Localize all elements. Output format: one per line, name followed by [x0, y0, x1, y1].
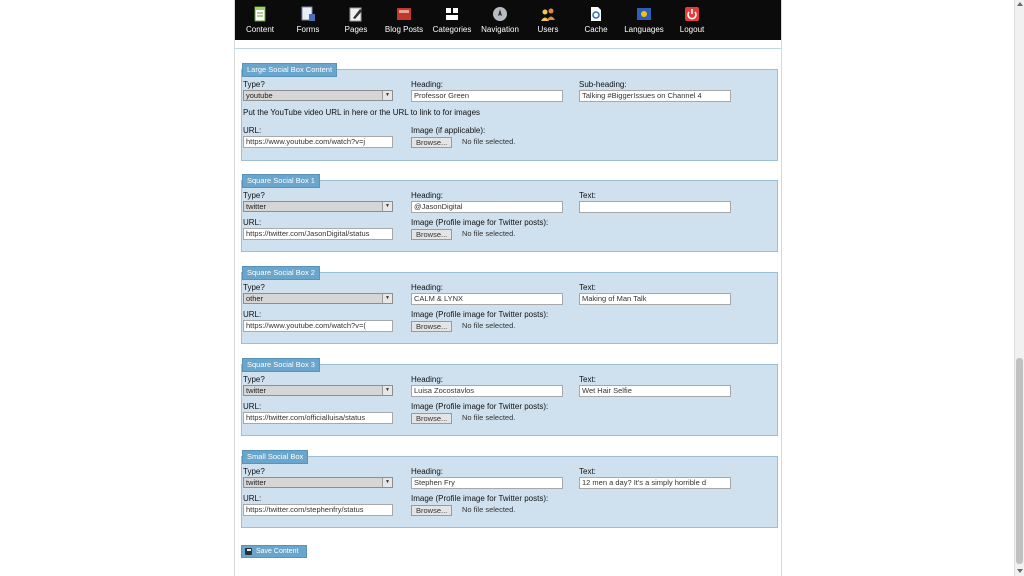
type-label: Type? — [243, 467, 265, 476]
square-social-box-1-section — [241, 176, 778, 252]
large-social-box-section — [241, 65, 778, 161]
browse-button[interactable]: Browse... — [411, 413, 452, 424]
image-label: Image (Profile image for Twitter posts): — [411, 402, 549, 411]
toolbar-categories[interactable] — [427, 5, 477, 37]
navigation-icon — [492, 6, 508, 22]
forms-icon — [300, 6, 316, 22]
type-select[interactable] — [243, 293, 393, 304]
save-content-button[interactable] — [241, 545, 307, 558]
toolbar-pages-label: Pages — [344, 25, 368, 34]
type-select[interactable] — [243, 201, 393, 212]
text-label: Text: — [579, 283, 596, 292]
square-social-box-2-section — [241, 268, 778, 344]
save-content-label: Save Content — [256, 548, 299, 555]
chevron-down-icon: ▼ — [382, 202, 392, 211]
youtube-note: Put the YouTube video URL in here or the URL to link to for images — [243, 108, 481, 117]
text-input[interactable]: 12 men a day? It's a simply horrible d — [579, 477, 731, 489]
text-label: Text: — [579, 467, 596, 476]
url-input[interactable]: https://twitter.com/JasonDigital/status — [243, 228, 393, 240]
toolbar-languages[interactable] — [619, 5, 669, 37]
heading-input[interactable]: Professor Green — [411, 90, 563, 102]
type-label: Type? — [243, 283, 265, 292]
toolbar-blog-posts-label: Blog Posts — [384, 25, 424, 34]
toolbar-categories-label: Categories — [432, 25, 472, 34]
languages-icon — [636, 6, 652, 22]
heading-label: Heading: — [411, 467, 444, 476]
toolbar-navigation-label: Navigation — [481, 25, 519, 34]
top-toolbar — [235, 0, 781, 40]
cache-icon — [588, 6, 604, 22]
text-input[interactable] — [579, 201, 731, 213]
section-legend: Square Social Box 2 — [242, 266, 320, 280]
toolbar-users-label: Users — [537, 25, 559, 34]
vertical-scrollbar[interactable] — [1014, 0, 1024, 576]
text-label: Text: — [579, 191, 596, 200]
type-label: Type? — [243, 191, 265, 200]
admin-page — [234, 0, 782, 576]
toolbar-forms-label: Forms — [296, 25, 320, 34]
image-label: Image (if applicable): — [411, 126, 486, 135]
section-legend: Small Social Box — [242, 450, 308, 464]
divider — [235, 48, 781, 49]
text-input[interactable]: Making of Man Talk — [579, 293, 731, 305]
heading-label: Heading: — [411, 80, 444, 89]
chevron-down-icon: ▼ — [382, 91, 392, 100]
section-legend: Square Social Box 1 — [242, 174, 320, 188]
sub-heading-label: Sub-heading: — [579, 80, 627, 89]
chevron-down-icon: ▼ — [382, 294, 392, 303]
file-status: No file selected. — [462, 321, 516, 330]
section-legend: Large Social Box Content — [242, 63, 337, 77]
scrollbar-thumb[interactable] — [1016, 358, 1023, 564]
toolbar-forms[interactable] — [283, 5, 333, 37]
url-label: URL: — [243, 218, 262, 227]
toolbar-cache[interactable] — [571, 5, 621, 37]
type-select[interactable] — [243, 385, 393, 396]
url-input[interactable]: https://twitter.com/officialluisa/status — [243, 412, 393, 424]
browse-button[interactable]: Browse... — [411, 137, 452, 148]
url-label: URL: — [243, 126, 262, 135]
url-label: URL: — [243, 402, 262, 411]
url-input[interactable]: https://www.youtube.com/watch?v=( — [243, 320, 393, 332]
sub-heading-input[interactable]: Talking #BiggerIssues on Channel 4 — [579, 90, 731, 102]
users-icon — [540, 6, 556, 22]
toolbar-blog-posts[interactable] — [379, 5, 429, 37]
toolbar-navigation[interactable] — [475, 5, 525, 37]
categories-icon — [444, 6, 460, 22]
file-status: No file selected. — [462, 505, 516, 514]
image-label: Image (Profile image for Twitter posts): — [411, 218, 549, 227]
type-select-value: twitter — [246, 202, 267, 211]
toolbar-content-label: Content — [245, 25, 275, 34]
heading-label: Heading: — [411, 283, 444, 292]
toolbar-users[interactable] — [523, 5, 573, 37]
toolbar-pages[interactable] — [331, 5, 381, 37]
browse-button[interactable]: Browse... — [411, 229, 452, 240]
heading-label: Heading: — [411, 375, 444, 384]
toolbar-logout[interactable] — [667, 5, 717, 37]
toolbar-cache-label: Cache — [584, 25, 608, 34]
scroll-down-arrow-icon[interactable] — [1017, 569, 1023, 573]
url-input[interactable]: https://twitter.com/stephenfry/status — [243, 504, 393, 516]
logout-icon — [684, 6, 700, 22]
url-input[interactable]: https://www.youtube.com/watch?v=j — [243, 136, 393, 148]
file-status: No file selected. — [462, 137, 516, 146]
text-label: Text: — [579, 375, 596, 384]
heading-input[interactable]: Stephen Fry — [411, 477, 563, 489]
file-status: No file selected. — [462, 413, 516, 422]
pages-icon — [348, 6, 364, 22]
heading-label: Heading: — [411, 191, 444, 200]
type-select-value: youtube — [246, 91, 273, 100]
type-select[interactable] — [243, 477, 393, 488]
browse-button[interactable]: Browse... — [411, 505, 452, 516]
heading-input[interactable]: Luisa Zocostavlos — [411, 385, 563, 397]
type-select-value: other — [246, 294, 264, 303]
heading-input[interactable]: @JasonDigital — [411, 201, 563, 213]
section-legend: Square Social Box 3 — [242, 358, 320, 372]
heading-input[interactable]: CALM & LYNX — [411, 293, 563, 305]
square-social-box-3-section — [241, 360, 778, 436]
type-select-value: twitter — [246, 478, 267, 487]
url-label: URL: — [243, 494, 262, 503]
type-label: Type? — [243, 80, 265, 89]
scroll-up-arrow-icon[interactable] — [1017, 2, 1023, 6]
image-label: Image (Profile image for Twitter posts): — [411, 494, 549, 503]
type-select[interactable] — [243, 90, 393, 101]
toolbar-content[interactable] — [235, 5, 285, 37]
file-status: No file selected. — [462, 229, 516, 238]
small-social-box-section — [241, 452, 778, 528]
toolbar-logout-label: Logout — [679, 25, 705, 34]
chevron-down-icon: ▼ — [382, 386, 392, 395]
content-icon — [252, 6, 268, 22]
browse-button[interactable]: Browse... — [411, 321, 452, 332]
type-label: Type? — [243, 375, 265, 384]
blog-posts-icon — [396, 6, 412, 22]
type-select-value: twitter — [246, 386, 267, 395]
image-label: Image (Profile image for Twitter posts): — [411, 310, 549, 319]
chevron-down-icon: ▼ — [382, 478, 392, 487]
text-input[interactable]: Wet Hair Selfie — [579, 385, 731, 397]
url-label: URL: — [243, 310, 262, 319]
floppy-disk-icon — [245, 548, 252, 555]
toolbar-languages-label: Languages — [624, 25, 664, 34]
